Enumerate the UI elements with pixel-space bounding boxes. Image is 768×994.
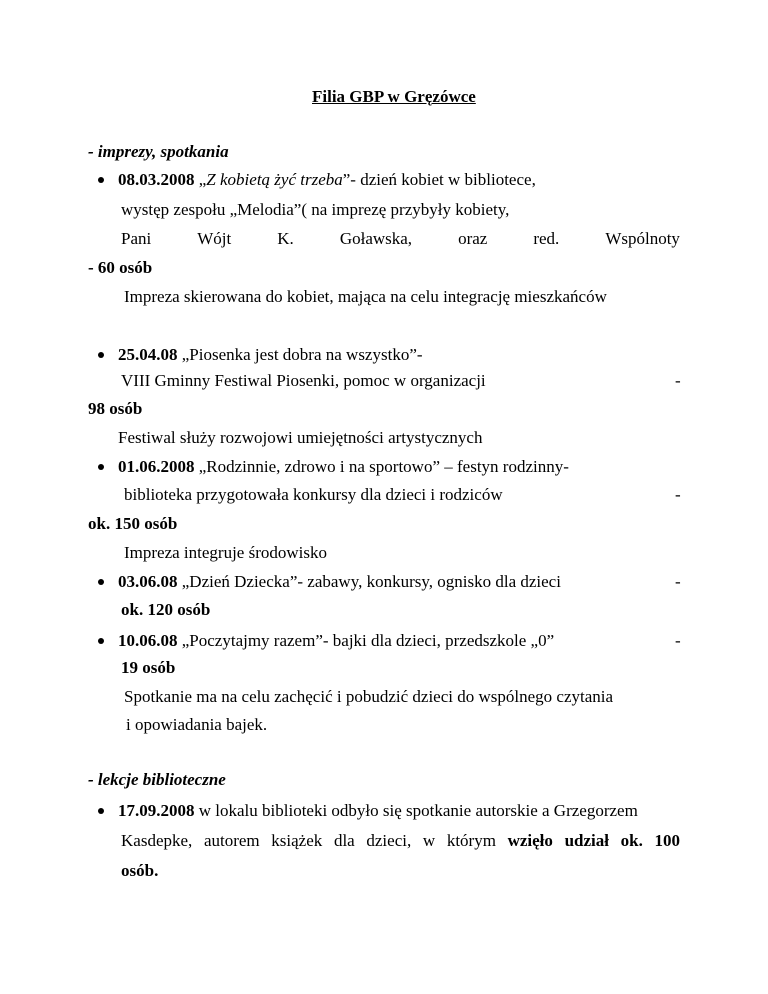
event-date: 01.06.2008 (118, 457, 195, 476)
word: Kasdepke, (121, 831, 193, 850)
word: dla (333, 831, 355, 850)
event-2-dash: - (675, 371, 681, 390)
word: Pani (121, 229, 152, 248)
event-3-count: ok. 150 osób (88, 514, 178, 533)
word: dzieci, (366, 831, 412, 850)
event-3-line-1 (118, 457, 569, 477)
event-1-count: - 60 osób (88, 258, 153, 277)
event-date: 17.09.2008 (118, 801, 195, 820)
event-5-dash: - (675, 631, 681, 650)
event-2-note: Festiwal służy rozwojowi umiejętności artystycznych (118, 428, 483, 447)
event-date: 03.06.08 (118, 572, 178, 591)
event-date: 08.03.2008 (118, 170, 195, 189)
event-2-count: 98 osób (88, 399, 143, 418)
event-3-note: Impreza integruje środowisko (124, 543, 327, 562)
word: książek (271, 831, 323, 850)
event-name: Z kobietą żyć trzeba (206, 170, 343, 189)
event-1-line-3 (121, 229, 680, 249)
event-4-line-1 (118, 572, 561, 592)
word: K. (277, 229, 294, 248)
event-desc: „Rodzinnie, zdrowo i na sportowo” – festyn rodzinny- (194, 457, 569, 476)
word: Goławska, (339, 229, 413, 248)
event-5-note-2: i opowiadania bajek. (126, 715, 268, 734)
event-3-line-2: biblioteka przygotowała konkursy dla dzieci i rodziców (124, 485, 503, 504)
word: którym (446, 831, 496, 850)
event-1-note: Impreza skierowana do kobiet, mająca na celu integrację mieszkańców (124, 287, 607, 306)
event-5-line-1 (118, 631, 554, 651)
bullet-icon (98, 352, 104, 358)
event-6-line-2 (121, 831, 680, 851)
bullet-icon (98, 177, 104, 183)
word: red. (533, 229, 560, 248)
event-desc: w lokalu biblioteki odbyło się spotkanie autorskie a Grzegorzem (194, 801, 638, 820)
word: Wspólnoty (605, 229, 680, 248)
event-4-dash: - (675, 572, 681, 591)
bullet-icon (98, 638, 104, 644)
word: oraz (458, 229, 488, 248)
word: autorem (203, 831, 260, 850)
event-date: 10.06.08 (118, 631, 178, 650)
event-desc: „Piosenka jest dobra na wszystko”- (177, 345, 423, 364)
event-desc: „Poczytajmy razem”- bajki dla dzieci, przedszkole „0” (177, 631, 555, 650)
event-1-line-2: występ zespołu „Melodia”( na imprezę przybyły kobiety, (121, 200, 510, 219)
event-2-line-1 (118, 345, 423, 365)
word: 100 (654, 831, 680, 850)
event-quote: „ (194, 170, 207, 189)
event-2-line-2: VIII Gminny Festiwal Piosenki, pomoc w organizacji (121, 371, 486, 390)
word: w (422, 831, 436, 850)
event-6-line-3: osób. (121, 861, 159, 880)
event-desc: „Dzień Dziecka”- zabawy, konkursy, ognisko dla dzieci (177, 572, 561, 591)
word: udział (564, 831, 609, 850)
bullet-icon (98, 579, 104, 585)
event-4-count: ok. 120 osób (121, 600, 211, 619)
bullet-icon (98, 464, 104, 470)
event-3-dash: - (675, 485, 681, 504)
page-title: Filia GBP w Gręzówce (312, 87, 476, 106)
event-1-line-1 (118, 170, 536, 190)
word: ok. (620, 831, 643, 850)
section-heading-events: - imprezy, spotkania (88, 142, 229, 161)
event-6-line-1 (118, 801, 638, 821)
event-date: 25.04.08 (118, 345, 178, 364)
event-5-count: 19 osób (121, 658, 176, 677)
bullet-icon (98, 808, 104, 814)
event-5-note-1: Spotkanie ma na celu zachęcić i pobudzić dzieci do wspólnego czytania (124, 687, 614, 706)
word: wzięło (507, 831, 553, 850)
word: Wójt (197, 229, 232, 248)
section-heading-lessons: - lekcje biblioteczne (88, 770, 226, 789)
event-desc: ”- dzień kobiet w bibliotece, (342, 170, 536, 189)
